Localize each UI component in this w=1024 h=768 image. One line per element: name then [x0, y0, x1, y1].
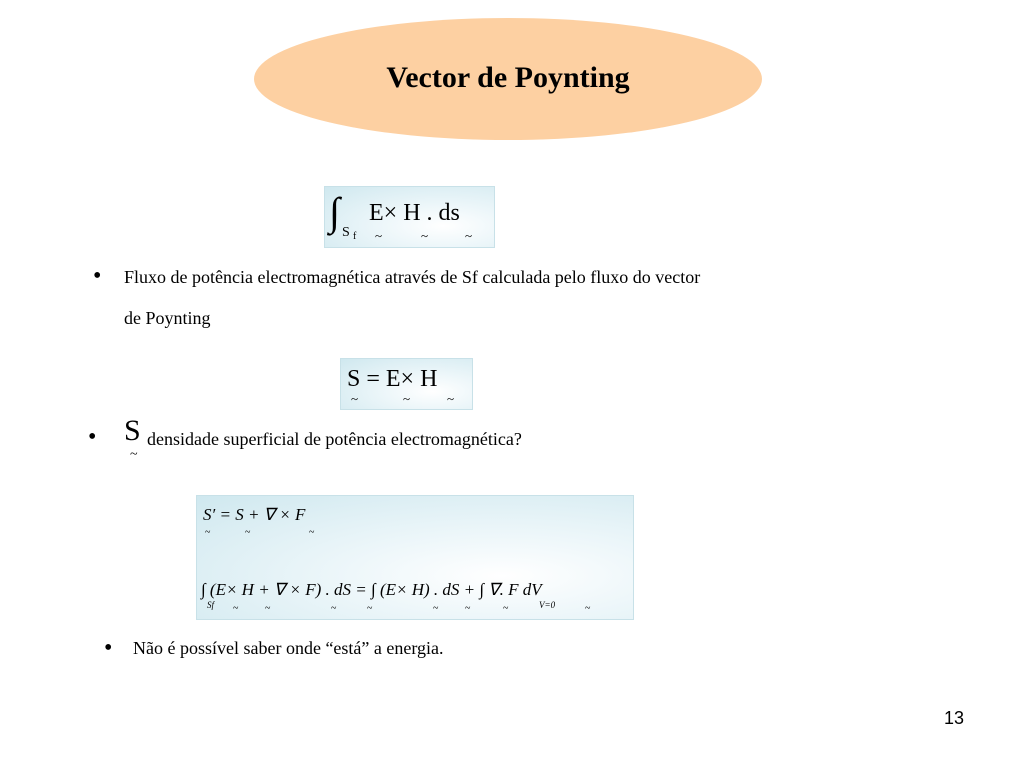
- tilde-mark: ~: [265, 603, 271, 614]
- tilde-mark: ~: [403, 391, 411, 406]
- integral-subscript-f: f: [353, 231, 357, 242]
- tilde-mark: ~: [447, 391, 455, 406]
- flux-expression: E× H . ds: [369, 200, 460, 226]
- tilde-mark: ~: [585, 603, 591, 614]
- tilde-mark: ~: [233, 603, 239, 614]
- tilde-mark: ~: [130, 447, 138, 462]
- integral-subscript: S: [342, 225, 350, 240]
- gauge-equation-line2: ∫ (E× H + ∇ × F) . dS = ∫ (E× H) . dS + ∫ ∇. F dV: [201, 580, 542, 599]
- equation-box-poynting: [340, 358, 473, 410]
- gauge-equation-line1: S′ = S + ∇ × F: [203, 505, 306, 524]
- tilde-mark: ~: [465, 228, 473, 243]
- tilde-mark: ~: [367, 603, 373, 614]
- tilde-mark: ~: [309, 527, 315, 538]
- tilde-mark: ~: [465, 603, 471, 614]
- subscript-sf: Sf: [207, 600, 215, 610]
- tilde-mark: ~: [331, 603, 337, 614]
- bullet-icon: •: [88, 424, 97, 450]
- integral-sign: ∫: [329, 189, 340, 234]
- page-number: 13: [943, 708, 964, 728]
- bullet-text-energy: Não é possível saber onde “está” a energia.: [133, 638, 444, 658]
- bullet-icon: •: [104, 635, 113, 661]
- tilde-mark: ~: [205, 527, 211, 538]
- slide-title: Vector de Poynting: [386, 61, 630, 94]
- tilde-mark: ~: [375, 228, 383, 243]
- bullet-icon: •: [93, 263, 102, 289]
- tilde-mark: ~: [433, 603, 439, 614]
- bullet-text-density: densidade superficial de potência electromagnética?: [147, 429, 522, 449]
- poynting-symbol: S: [124, 414, 141, 447]
- subscript-v: V=0: [539, 600, 556, 610]
- tilde-mark: ~: [351, 391, 359, 406]
- equation-box-gauge: [196, 495, 634, 620]
- tilde-mark: ~: [245, 527, 251, 538]
- bullet-text-flux-line2: de Poynting: [124, 308, 211, 328]
- tilde-mark: ~: [421, 228, 429, 243]
- bullet-text-flux-line1: Fluxo de potência electromagnética através de Sf calculada pelo fluxo do vector: [124, 267, 701, 287]
- equation-box-flux: [324, 186, 495, 248]
- poynting-expression: S = E× H: [347, 366, 438, 392]
- tilde-mark: ~: [503, 603, 509, 614]
